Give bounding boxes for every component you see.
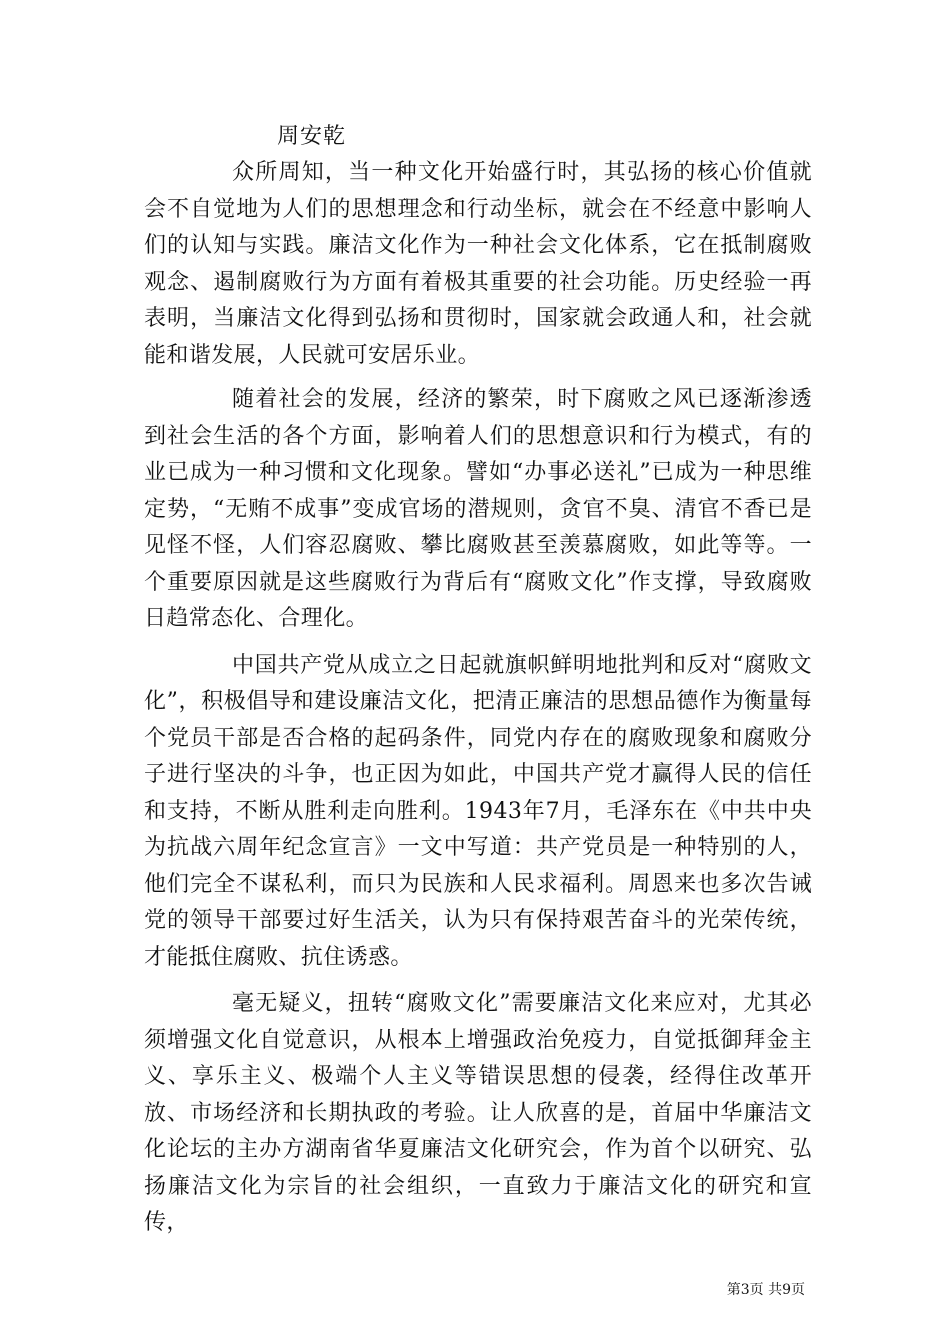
- paragraph-1: 众所周知，当一种文化开始盛行时，其弘扬的核心价值就会不自觉地为人们的思想理念和行动坐标，就会在不经意中影响人们的认知与实践。廉洁文化作为一种社会文化体系，它在抵制腐败观念、遏制腐败行为方面有着极其重要的社会功能。历史经验一再表明，当廉洁文化得到弘扬和贯彻时，国家就会政通人和，社会就能和谐发展，人民就可安居乐业。: [144, 160, 812, 368]
- paragraph-3: 中国共产党从成立之日起就旗帜鲜明地批判和反对“腐败文化”，积极倡导和建设廉洁文化，把清正廉洁的思想品德作为衡量每个党员干部是否合格的起码条件，同党内存在的腐败现象和腐败分子进行坚决的斗争，也正因为如此，中国共产党才赢得人民的信任和支持，不断从胜利走向胜利。1943年7月，毛泽东在《中共中央为抗战六周年纪念宣言》一文中写道：共产党员是一种特别的人，他们完全不谋私利，而只为民族和人民求福利。周恩来也多次告诫党的领导干部要过好生活关，认为只有保持艰苦奋斗的光荣传统，才能抵住腐败、抗住诱惑。: [144, 652, 812, 970]
- page-number-footer: 第3页 共9页: [726, 1282, 805, 1298]
- article-body: [144, 155, 812, 1252]
- paragraph-4: 毫无疑义，扭转“腐败文化”需要廉洁文化来应对，尤其必须增强文化自觉意识，从根本上增强政治免疫力，自觉抵御拜金主义、享乐主义、极端个人主义等错误思想的侵袭，经得住改革开放、市场经济和长期执政的考验。让人欣喜的是，首届中华廉洁文化论坛的主办方湖南省华夏廉洁文化研究会，作为首个以研究、弘扬廉洁文化为宗旨的社会组织，一直致力于廉洁文化的研究和宣传，: [144, 991, 812, 1235]
- author-name: 周安乾: [277, 124, 347, 149]
- paragraph-2: 随着社会的发展，经济的繁荣，时下腐败之风已逐渐渗透到社会生活的各个方面，影响着人们的思想意识和行为模式，有的业已成为一种习惯和文化现象。譬如“办事必送礼”已成为一种思维定势，“无贿不成事”变成官场的潜规则，贪官不臭、清官不香已是见怪不怪，人们容忍腐败、攀比腐败甚至羡慕腐败，如此等等。一个重要原因就是这些腐败行为背后有“腐败文化”作支撑，导致腐败日趋常态化、合理化。: [144, 387, 812, 631]
